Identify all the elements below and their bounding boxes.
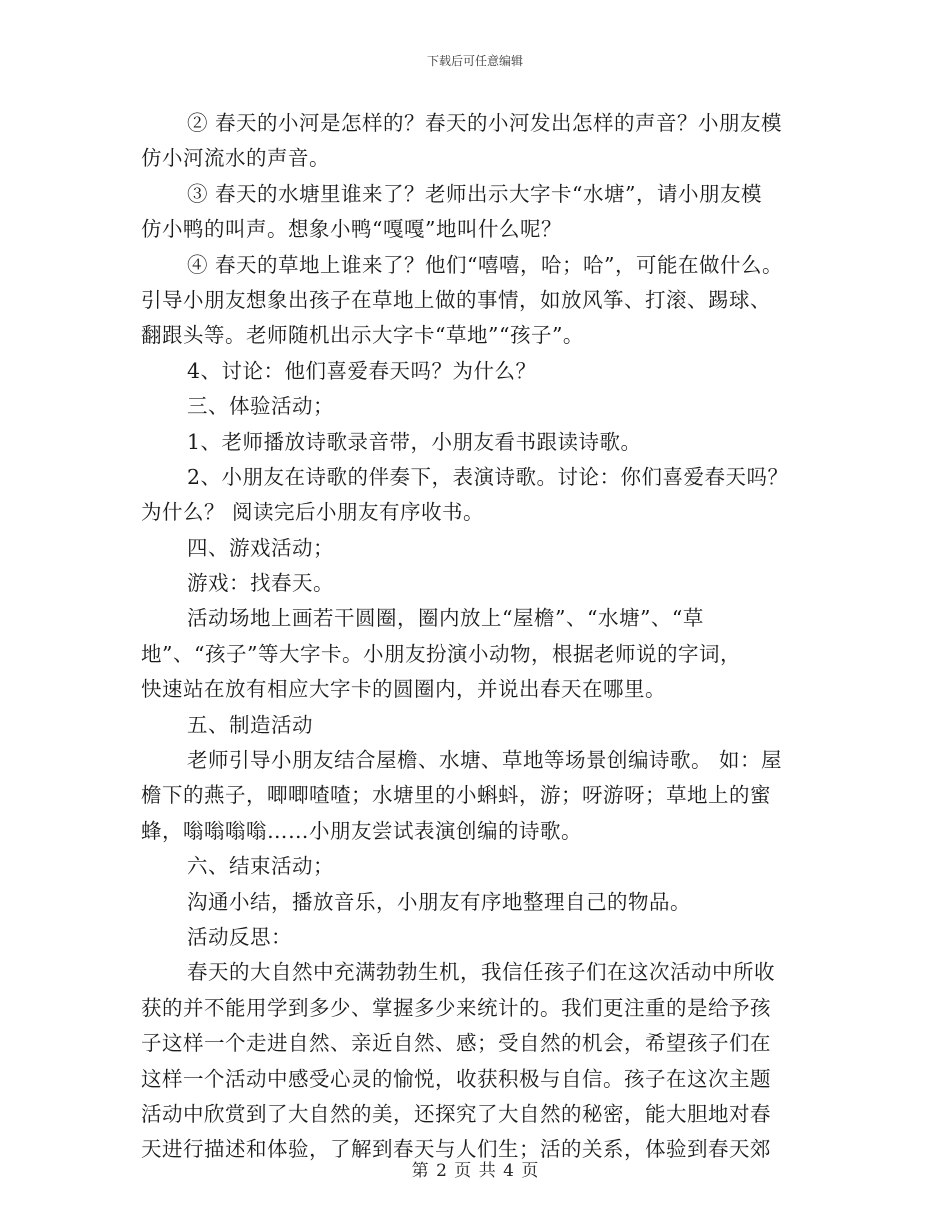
text-line: 蜂，嗡嗡嗡嗡……小朋友尝试表演创编的诗歌。 <box>141 818 582 843</box>
text-line: 老师引导小朋友结合屋檐、水塘、草地等场景创编诗歌。 如：屋 <box>187 748 783 773</box>
text-line: 活动中欣赏到了大自然的美，还探究了大自然的秘密，能大胆地对春 <box>141 1101 771 1126</box>
page-header: 下载后可任意编辑 <box>426 54 523 68</box>
text-line: 春天的大自然中充满勃勃生机，我信任孩子们在这次活动中所收 <box>187 960 775 985</box>
text-line: ② 春天的小河是怎样的？春天的小河发出怎样的声音？小朋友模 <box>187 111 783 135</box>
text-line: 沟通小结，播放音乐，小朋友有序地整理自己的物品。 <box>187 889 691 914</box>
text-line: 仿小河流水的声音。 <box>141 146 330 171</box>
text-line: ④ 春天的草地上谁来了？他们“嘻嘻，哈；哈”，可能在做什么。 <box>187 252 783 277</box>
text-line: 活动反思： <box>187 924 292 949</box>
text-line: 檐下的燕子，唧唧喳喳；水塘里的小蝌蚪，游；呀游呀；草地上的蜜 <box>141 783 771 808</box>
text-line: 子这样一个走进自然、亲近自然、感；受自然的机会，希望孩子们在 <box>141 1031 771 1056</box>
text-line: ③ 春天的水塘里谁来了？老师出示大字卡“水塘”，请小朋友模 <box>187 181 762 206</box>
text-line: 快速站在放有相应大字卡的圆圈内，并说出春天在哪里。 <box>141 677 666 702</box>
text-line: 2、小朋友在诗歌的伴奏下，表演诗歌。讨论：你们喜爱春天吗？ <box>187 464 789 489</box>
text-line: 翻跟头等。老师随机出示大字卡“草地”“孩子”。 <box>141 323 584 348</box>
text-line: 这样一个活动中感受心灵的愉悦，收获积极与自信。孩子在这次主题 <box>141 1066 771 1091</box>
text-line: 游戏：找春天。 <box>187 571 334 596</box>
text-line: 天进行描述和体验，了解到春天与人们生；活的关系，体验到春天郊 <box>141 1137 771 1162</box>
text-line: 四、游戏活动； <box>187 535 334 560</box>
text-line: 获的并不能用学到多少、掌握多少来统计的。我们更注重的是给予孩 <box>141 995 771 1020</box>
text-line: 为什么？ 阅读完后小朋友有序收书。 <box>141 500 485 525</box>
text-line: 三、体验活动； <box>187 394 334 419</box>
text-line: 六、结束活动； <box>187 854 334 879</box>
page-footer: 第 2 页 共 4 页 <box>411 1161 539 1181</box>
text-line: 1、老师播放诗歌录音带，小朋友看书跟读诗歌。 <box>187 429 642 454</box>
text-line: 活动场地上画若干圆圈，圈内放上“屋檐”、“水塘”、“草 <box>187 606 704 631</box>
text-line: 仿小鸭的叫声。想象小鸭“嘎嘎”地叫什么呢？ <box>141 217 562 242</box>
text-line: 引导小朋友想象出孩子在草地上做的事情，如放风筝、打滚、踢球、 <box>141 287 771 312</box>
text-line: 4、讨论：他们喜爱春天吗？为什么？ <box>187 358 537 383</box>
document-body <box>141 106 811 1168</box>
text-line: 地”、“孩子”等大字卡。小朋友扮演小动物，根据老师说的字词， <box>141 641 741 666</box>
text-line: 五、制造活动 <box>187 712 313 737</box>
